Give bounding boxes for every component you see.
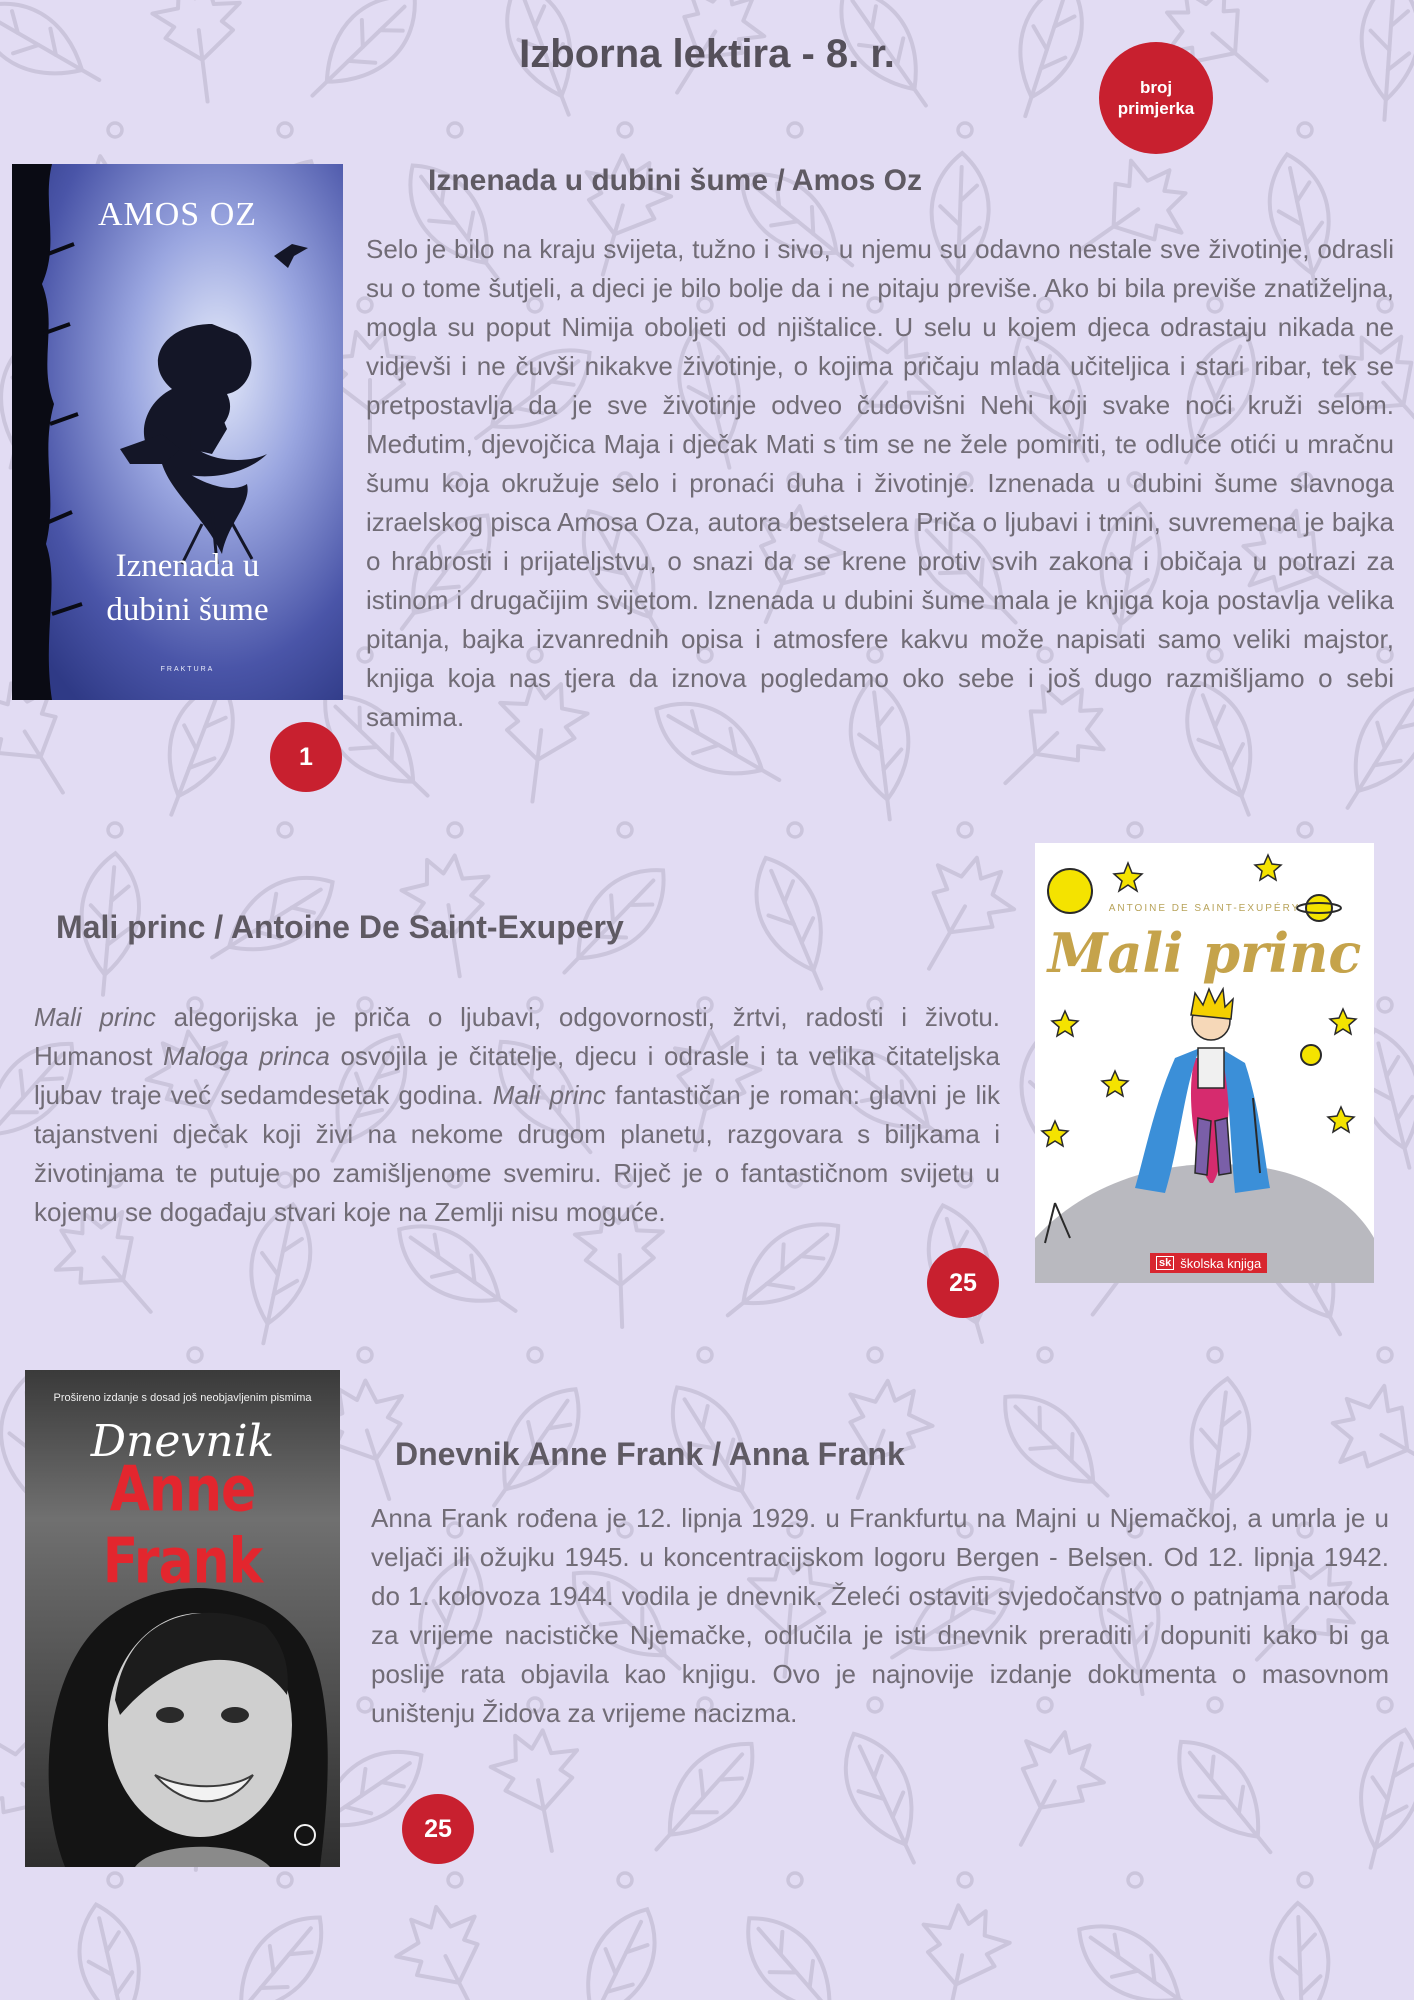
copies-header-label: broj primjerka	[1117, 78, 1195, 118]
cover-tagline: Prošireno izdanje s dosad još neobjavljenim pismima	[53, 1392, 312, 1404]
publisher-name: školska knjiga	[1180, 1255, 1262, 1271]
book-description-mali-princ	[34, 998, 1000, 1232]
cover-title-line1: Iznenada u	[115, 548, 260, 584]
book-description-iznenada: Selo je bilo na kraju svijeta, tužno i sivo, u njemu su odavno nestale sve životinje, odrasli su o tome šutjeli, a djeci je bilo bolje da i ne pitaju previše. Ako bi bila previše znatiželjna, mogla su poput Nimija oboljeti od njištalice. U selu u kojem djeca odrastaju nikada ne vidjevši i ne čuvši nikakve životinje, o kojima pričaju mlada učiteljica i stari ribar, tek se pretpostavlja da je sve životinje odveo čudovišni Nehi koji svake noći kruži selom. Međutim, djevojčica Maja i dječak Mati s tim se ne žele pomiriti, te odluče otići u mračnu šumu koja okružuje selo i pronaći duha i životinje. Iznenada u dubini šume slavnoga izraelskog pisca Amosa Oza, autora bestselera Priča o ljubavi i tmini, suvremena je bajka o hrabrosti i prijateljstvu, o snazi da se krene protiv svih zakona i običaja u potrazi za istinom i drugačijim svijetom. Iznenada u dubini šume mala je knjiga koja postavlja velika pitanja, bajka izvanrednih opisa i atmosfere kakvu može napisati samo veliki majstor, knjiga koja nas tjera da iznova pogledamo oko sebe i još dugo razmišljamo o sebi samima.	[366, 234, 1394, 732]
copies-header-badge	[1099, 42, 1213, 154]
book-heading-anne-frank: Dnevnik Anne Frank / Anna Frank	[395, 1436, 905, 1472]
desc-part: osvojila je čitatelje, djecu i odrasle i ta velika čitateljska ljubav traje već sedamdesetak godina.	[34, 1041, 1001, 1110]
publisher-logo-mark: sk	[1156, 1256, 1174, 1270]
book-cover-mali-princ	[1035, 843, 1374, 1283]
copies-count-anne-frank	[402, 1794, 474, 1864]
copies-count-mali-princ	[927, 1248, 999, 1318]
cover-title-line2: dubini šume	[106, 592, 269, 628]
copies-count-label: 1	[299, 742, 313, 771]
cover-author: AMOS OZ	[97, 196, 258, 233]
desc-part: fantastičan je roman: glavni je lik tajanstveni dječak koji živi na nekome drugom planetu, razgovara s biljkama i životinjama te putuje po zamišljenome svemiru. Riječ je o fantastičnom svijetu u kojemu se događaju stvari koje na Zemlji nisu moguće.	[34, 1080, 1000, 1227]
cover-title: Mali princ	[1047, 921, 1362, 985]
copies-count-label: 25	[424, 1814, 452, 1843]
book-description-anne-frank: Anna Frank rođena je 12. lipnja 1929. u Frankfurtu na Majni u Njemačkoj, a umrla je u veljači ili ožujku 1945. u koncentracijskom logoru Bergen - Belsen. Od 12. lipnja 1942. do 1. kolovoza 1944. vodila je dnevnik. Želeći ostaviti svjedočanstvo o patnjama naroda za vrijeme nacističke Njemačke, odlučila je isti dnevnik preraditi i dopuniti kako bi ga poslije rata objavila kao knjigu. Ovo je najnovije izdanje dokumenta o masovnom uništenju Židova za vrijeme nacizma.	[371, 1503, 1389, 1728]
book-heading-mali-princ: Mali princ / Antoine De Saint-Exupery	[56, 909, 624, 945]
desc-part: alegorijska je priča o ljubavi, odgovornosti, žrtvi, radosti i životu. Humanost	[34, 1002, 1001, 1071]
page-title: Izborna lektira - 8. r.	[519, 32, 895, 76]
publisher-logo	[1150, 1253, 1267, 1273]
cover-author: ANTOINE DE SAINT-EXUPÉRY	[1108, 903, 1301, 914]
desc-part: Mali princ	[492, 1080, 606, 1110]
book-cover-anne-frank	[25, 1370, 340, 1867]
copies-count-label: 25	[949, 1268, 977, 1297]
mk-logo-icon	[294, 1825, 314, 1845]
book-cover-iznenada	[12, 164, 343, 700]
cover-title-line2: Anne Frank	[102, 1454, 263, 1598]
cover-title-line1: Dnevnik	[90, 1416, 275, 1467]
book-heading-iznenada: Iznenada u dubini šume / Amos Oz	[428, 164, 922, 197]
desc-part: Maloga princa	[163, 1041, 330, 1071]
cover-publisher: FRAKTURA	[160, 666, 215, 673]
desc-part: Mali princ	[34, 1002, 156, 1032]
copies-count-iznenada	[270, 722, 342, 792]
